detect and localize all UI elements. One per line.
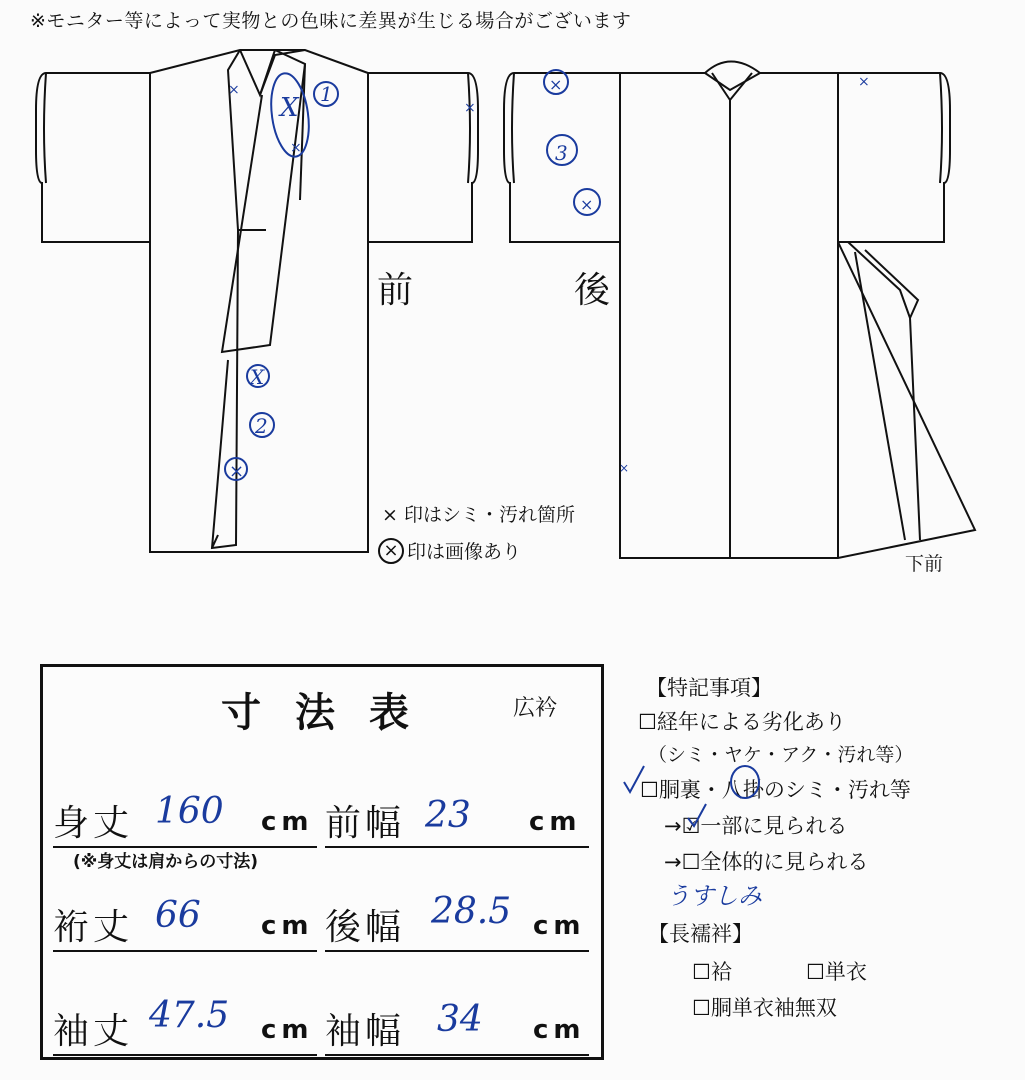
- notes-item1-sub: （シミ・ヤケ・アク・汚れ等）: [648, 744, 914, 766]
- top-note: ※モニター等によって実物との色味に差異が生じる場合がございます: [30, 10, 632, 32]
- legend-circled: [378, 537, 521, 564]
- mark-one: 1: [320, 82, 333, 106]
- row1-right-label: 前幅: [325, 795, 589, 848]
- row2-right-unit: cm: [533, 911, 586, 941]
- juban-awase: ☐袷: [692, 960, 732, 984]
- notes-item2a: →☑一部に見られる: [664, 814, 848, 838]
- svg-text:×: ×: [228, 82, 240, 98]
- row3-right-label: 袖幅: [325, 1003, 589, 1056]
- row2-right-label: 後幅: [325, 899, 589, 952]
- juban-dohitoe: ☐胴単衣袖無双: [692, 996, 837, 1020]
- collar-type: 広衿: [513, 696, 558, 721]
- svg-text:×: ×: [290, 140, 302, 156]
- row1-left-value: 160: [155, 791, 224, 832]
- row1-left-label: 身丈: [53, 795, 317, 848]
- back-body: [620, 62, 975, 559]
- back-label: 後: [574, 270, 611, 311]
- notes-item2b: →☐全体的に見られる: [664, 850, 869, 874]
- row2-left-unit: cm: [261, 911, 314, 941]
- svg-text:×: ×: [619, 461, 630, 475]
- mark-three: 3: [555, 141, 568, 165]
- row2-right-value: 28.5: [431, 891, 512, 932]
- back-right-sleeve: [838, 73, 950, 242]
- legend-circled-label: 印は画像あり: [407, 541, 522, 563]
- height-note: (※身丈は肩からの寸法): [73, 852, 259, 872]
- row3-left-unit: cm: [261, 1015, 314, 1045]
- row1-right-value: 23: [425, 795, 471, 836]
- notes-heading: 【特記事項】: [646, 676, 772, 700]
- circled-x-icon: ×: [378, 538, 404, 564]
- svg-text:X: X: [280, 93, 299, 123]
- row3-right-unit: cm: [533, 1015, 586, 1045]
- pen-marks: [620, 760, 760, 830]
- notes-item1: ☐経年による劣化あり: [638, 710, 846, 734]
- row3-right-value: 34: [437, 999, 483, 1040]
- front-label: 前: [377, 270, 414, 311]
- svg-text:X: X: [250, 365, 265, 389]
- handwritten-note: うすしみ: [666, 882, 762, 910]
- front-right-sleeve: [368, 73, 478, 242]
- row1-left-unit: cm: [261, 807, 314, 837]
- juban-hitoe: ☐単衣: [806, 960, 867, 984]
- front-left-sleeve: [36, 73, 150, 242]
- measurement-table: [40, 664, 604, 1060]
- svg-text:×: ×: [549, 75, 563, 94]
- row2-left-label: 裄丈: [53, 899, 317, 952]
- row1-right-unit: cm: [529, 807, 582, 837]
- front-body: [150, 50, 368, 552]
- row3-left-value: 47.5: [149, 995, 230, 1036]
- table-title: 寸法表: [221, 690, 443, 736]
- svg-text:×: ×: [229, 461, 245, 482]
- front-collar: [240, 50, 275, 95]
- row3-left-label: 袖丈: [53, 1003, 317, 1056]
- svg-text:×: ×: [858, 74, 870, 90]
- shitamae-label: 下前: [905, 553, 944, 575]
- mark-two: 2: [255, 414, 268, 438]
- row2-left-value: 66: [155, 895, 201, 936]
- notes-item2: ☐胴裏・八掛のシミ・汚れ等: [640, 778, 911, 802]
- juban-heading: 【長襦袢】: [648, 922, 753, 946]
- svg-text:×: ×: [580, 195, 594, 214]
- svg-text:×: ×: [464, 100, 476, 116]
- legend-x: × 印はシミ・汚れ箇所: [382, 504, 575, 526]
